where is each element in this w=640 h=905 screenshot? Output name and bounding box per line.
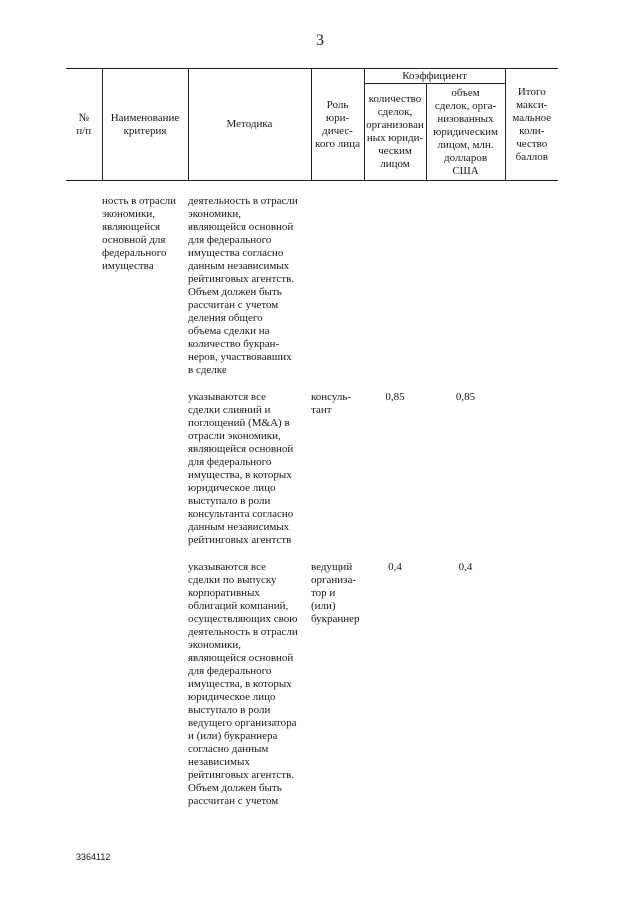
table-header	[66, 69, 558, 181]
page-number: 3	[316, 32, 324, 49]
cell-role: ведущий организа- тор и (или) букраннер	[311, 561, 360, 625]
header-coefficient-group: Коэффициент	[364, 69, 505, 84]
table-row	[66, 391, 558, 547]
cell-coef-count	[364, 195, 426, 377]
cell-coef-volume: 0,85	[455, 391, 476, 403]
cell-number	[66, 391, 102, 547]
cell-total	[505, 391, 558, 547]
criteria-table-container	[66, 68, 558, 808]
cell-number	[66, 561, 102, 808]
cell-criterion-name: ность в отрасли экономики, являющейся основной для федерального имущества	[102, 195, 176, 272]
cell-number	[66, 195, 102, 377]
cell-criterion-name	[102, 561, 188, 808]
header-number: № п/п	[76, 111, 92, 137]
header-criterion-name: Наименование критерия	[102, 69, 188, 181]
cell-criterion-name	[102, 391, 188, 547]
cell-methodology: деятельность в отрасли экономики, являющейся основной для федерального имущества согласно данным независимых рейтинговых агентств. Объем должен быть рассчитан с учетом деления общего объема сделки на количество букран- неров, участвовавших в сделке	[188, 195, 298, 376]
cell-methodology: указываются все сделки по выпуску корпоративных облигаций компаний, осуществляющих свою деятельность в отрасли экономики, являющейся основной для федерального имущества, в которых юридическое лицо выступало в роли ведущего организатора и (или) букраннера согласно данным независимых рейтинговых агентств. Объем должен быть рассчитан с учетом	[188, 561, 298, 807]
cell-coef-volume: 0,4	[458, 561, 473, 573]
header-methodology: Методика	[188, 69, 311, 181]
document-code: 3364112	[76, 852, 111, 862]
table-row	[66, 195, 558, 377]
cell-methodology: указываются все сделки слияний и поглощений (M&A) в отрасли экономики, являющейся основной для федерального имущества, в которых юридическое лицо выступало в роли консультанта согласно данным независимых рейтинговых агентств	[188, 391, 294, 546]
header-coef-deal-count: количество сделок, организован ных юриди- ческим лицом	[364, 84, 426, 181]
criteria-table	[66, 68, 558, 808]
cell-coef-count: 0,4	[388, 561, 402, 573]
cell-total	[505, 561, 558, 808]
table-row	[66, 561, 558, 808]
header-total-max-points: Итого макси- мальное коли- чество баллов	[505, 69, 558, 181]
cell-role: консуль- тант	[311, 391, 352, 416]
cell-role	[311, 195, 364, 377]
header-coef-deal-volume: объем сделок, орга- низованных юридическим лицом, млн. долларов США	[426, 84, 505, 181]
cell-total	[505, 195, 558, 377]
cell-coef-count: 0,85	[385, 391, 405, 403]
cell-coef-volume	[426, 195, 505, 377]
header-role: Роль юри- дичес- кого лица	[311, 69, 364, 181]
